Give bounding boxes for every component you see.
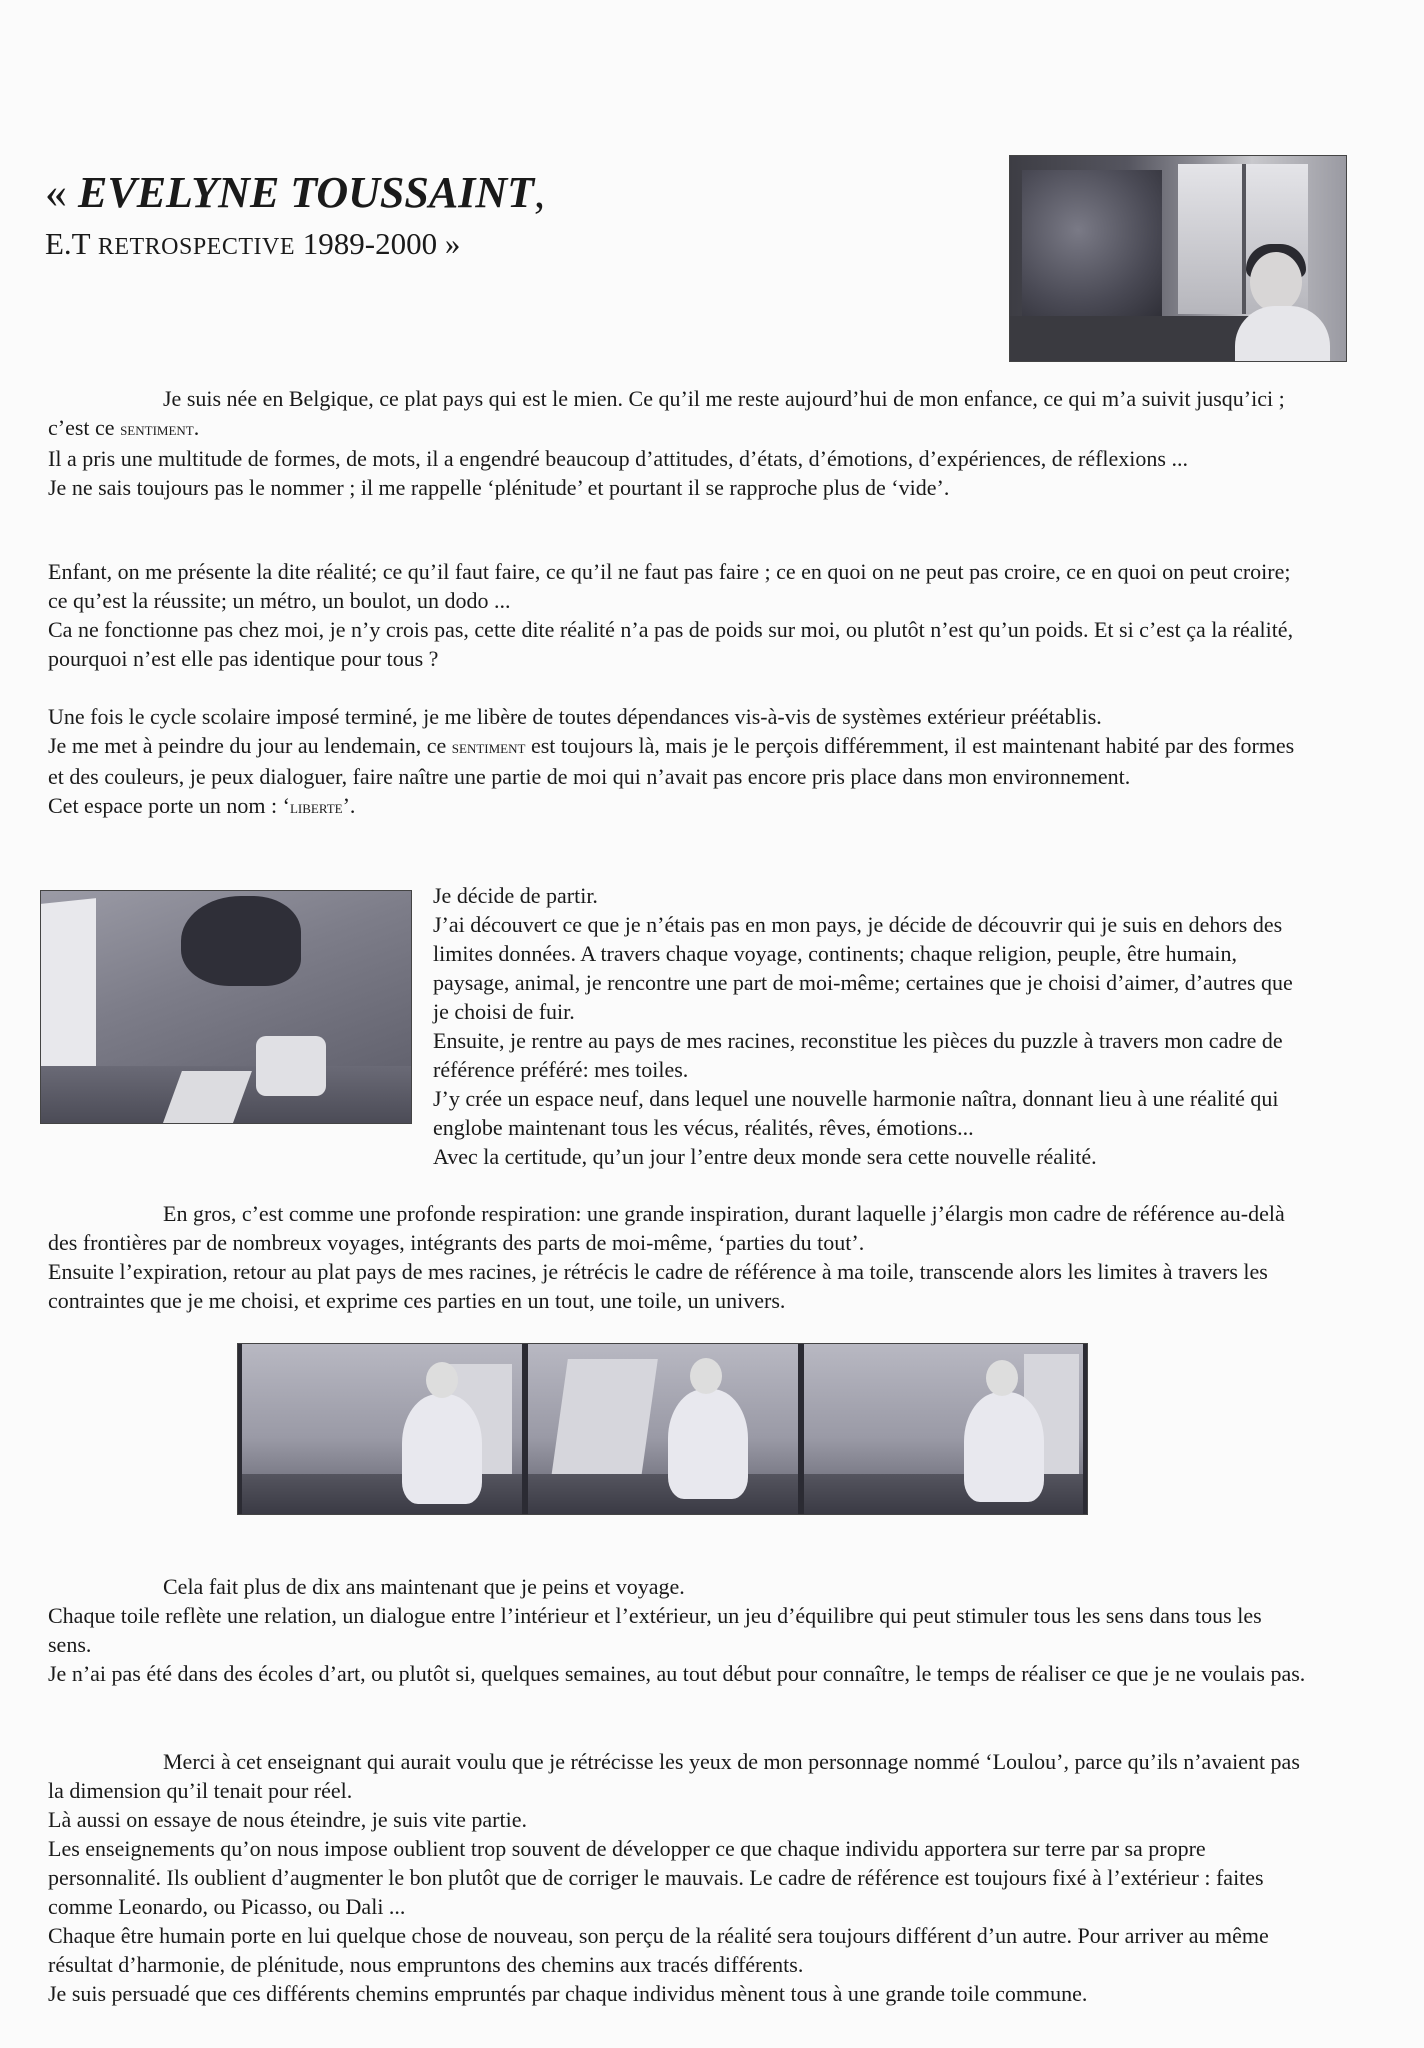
paragraph-merci [48,1747,1306,2008]
paragraph-sentiment [48,384,1306,502]
subtitle-retrospective: RETROSPECTIVE [97,234,295,260]
subtitle-years: 1989-2000 » [295,226,461,261]
paragraph-line: Chaque toile reflète une relation, un dialogue entre l’intérieur et l’extérieur, un jeu d’équilibre qui peut stimuler tous les sens dans tous les sens. [48,1603,1262,1657]
artist-portrait-photo [1009,155,1347,362]
sentiment-word: sentiment [120,419,194,440]
paragraph-line: Ensuite l’expiration, retour au plat pays de mes racines, je rétrécis le cadre de référence à ma toile, transcende alors les limites à travers les contraintes que je me choisi, et exprime ces parties en un tout, une toile, un univers. [48,1259,1268,1313]
paragraph-dix-ans [48,1572,1306,1688]
sentiment-word: sentiment [451,737,526,758]
paragraph-line: Cet espace porte un nom : ‘liberte’. [48,793,356,818]
paragraph-line: Je ne sais toujours pas le nommer ; il me rappelle ‘plénitude’ et pourtant il se rapproche plus de ‘vide’. [48,475,950,500]
paragraph-line: Chaque être humain porte en lui quelque chose de nouveau, son perçu de la réalité sera toujours différent d’un autre. Pour arriver au même résultat d’harmonie, de plénitude, nous empruntons des chemins aux tracés différents. [48,1923,1269,1977]
painting-filmstrip-photo [237,1343,1088,1515]
title-comma: , [533,168,545,217]
subtitle-prefix: E.T [45,226,98,261]
paragraph-line: Là aussi on essaye de nous éteindre, je suis vite partie. [48,1807,527,1832]
paragraph-line: Je décide de partir. [433,883,598,908]
artist-name: EVELYNE TOUSSAINT [78,168,534,217]
liberte-word: liberte [289,797,343,818]
paragraph-line: Avec la certitude, qu’un jour l’entre deux monde sera cette nouvelle réalité. [433,1144,1097,1169]
page-title [45,165,545,221]
paragraph-line: Ca ne fonctionne pas chez moi, je n’y crois pas, cette dite réalité n’a pas de poids sur moi, ou plutôt n’est qu’un poids. Et si c’est ça la réalité, pourquoi n’est elle pas identique pour tous ? [48,617,1294,671]
paragraph-line: Cela fait plus de dix ans maintenant que je peins et voyage. [163,1574,685,1599]
paragraph-respiration [48,1199,1306,1315]
paragraph-line: J’ai découvert ce que je n’étais pas en mon pays, je décide de découvrir qui je suis en dehors des limites données. A travers chaque voyage, continents; chaque religion, peuple, être humain, paysage, animal, je rencontre une part de moi-même; certaines que je choisi d’aimer, d’autres que je choisi de fuir. [433,912,1293,1024]
paragraph-liberte [48,702,1306,822]
paragraph-line: Les enseignements qu’on nous impose oublient trop souvent de développer ce que chaque individu apportera sur terre par sa propre personnalité. Ils oublient d’augmenter le bon plutôt que de corriger le mauvais. Le cadre de référence est toujours fixé à l’extérieur : faites comme Leonardo, ou Picasso, ou Dali ... [48,1836,1264,1919]
paragraph-line: Ensuite, je rentre au pays de mes racines, reconstitue les pièces du puzzle à travers mon cadre de référence préféré: mes toiles. [433,1028,1283,1082]
paragraph-line: J’y crée un espace neuf, dans lequel une nouvelle harmonie naîtra, donnant lieu à une réalité qui englobe maintenant tous les vécus, réalités, rêves, émotions... [433,1086,1279,1140]
paragraph-enfant [48,557,1306,673]
title-open-quote: « [45,168,78,217]
paragraph-line: En gros, c’est comme une profonde respiration: une grande inspiration, durant laquelle j’élargis mon cadre de référence au-delà des frontières par de nombreux voyages, intégrants des parts de moi-même, ‘parties du tout’. [48,1201,1285,1255]
paragraph-line: Je n’ai pas été dans des écoles d’art, ou plutôt si, quelques semaines, au tout début pour connaître, le temps de réaliser ce que je ne voulais pas. [48,1661,1306,1686]
paragraph-line: Je suis persuadé que ces différents chemins empruntés par chaque individus mènent tous à une grande toile commune. [48,1981,1088,2006]
paragraph-line: Je suis née en Belgique, ce plat pays qui est le mien. Ce qu’il me reste aujourd’hui de mon enfance, ce qui m’a suivit jusqu’ici ; c’est ce sentiment. [48,386,1285,440]
title-block [45,165,545,270]
paragraph-line: Merci à cet enseignant qui aurait voulu que je rétrécisse les yeux de mon personnage nommé ‘Loulou’, parce qu’ils n’avaient pas la dimension qu’il tenait pour réel. [48,1749,1300,1803]
paragraph-line: Une fois le cycle scolaire imposé terminé, je me libère de toutes dépendances vis-à-vis de systèmes extérieur préétablis. [48,704,1102,729]
paragraph-line: Enfant, on me présente la dite réalité; ce qu’il faut faire, ce qu’il ne faut pas faire ; ce en quoi on ne peut pas croire, ce en quoi on peut croire; ce qu’est la réussite; un métro, un boulot, un dodo ... [48,559,1291,613]
page-subtitle [45,221,545,270]
paragraph-line: Il a pris une multitude de formes, de mots, il a engendré beaucoup d’attitudes, d’états, d’émotions, d’expériences, de réflexions ... [48,446,1188,471]
studio-photo [40,890,412,1124]
paragraph-line: Je me met à peindre du jour au lendemain, ce sentiment est toujours là, mais je le perçois différemment, il est maintenant habité par des formes et des couleurs, je peux dialoguer, faire naître une partie de moi qui n’avait pas encore pris place dans mon environnement. [48,733,1295,789]
paragraph-voyage [433,881,1313,1171]
